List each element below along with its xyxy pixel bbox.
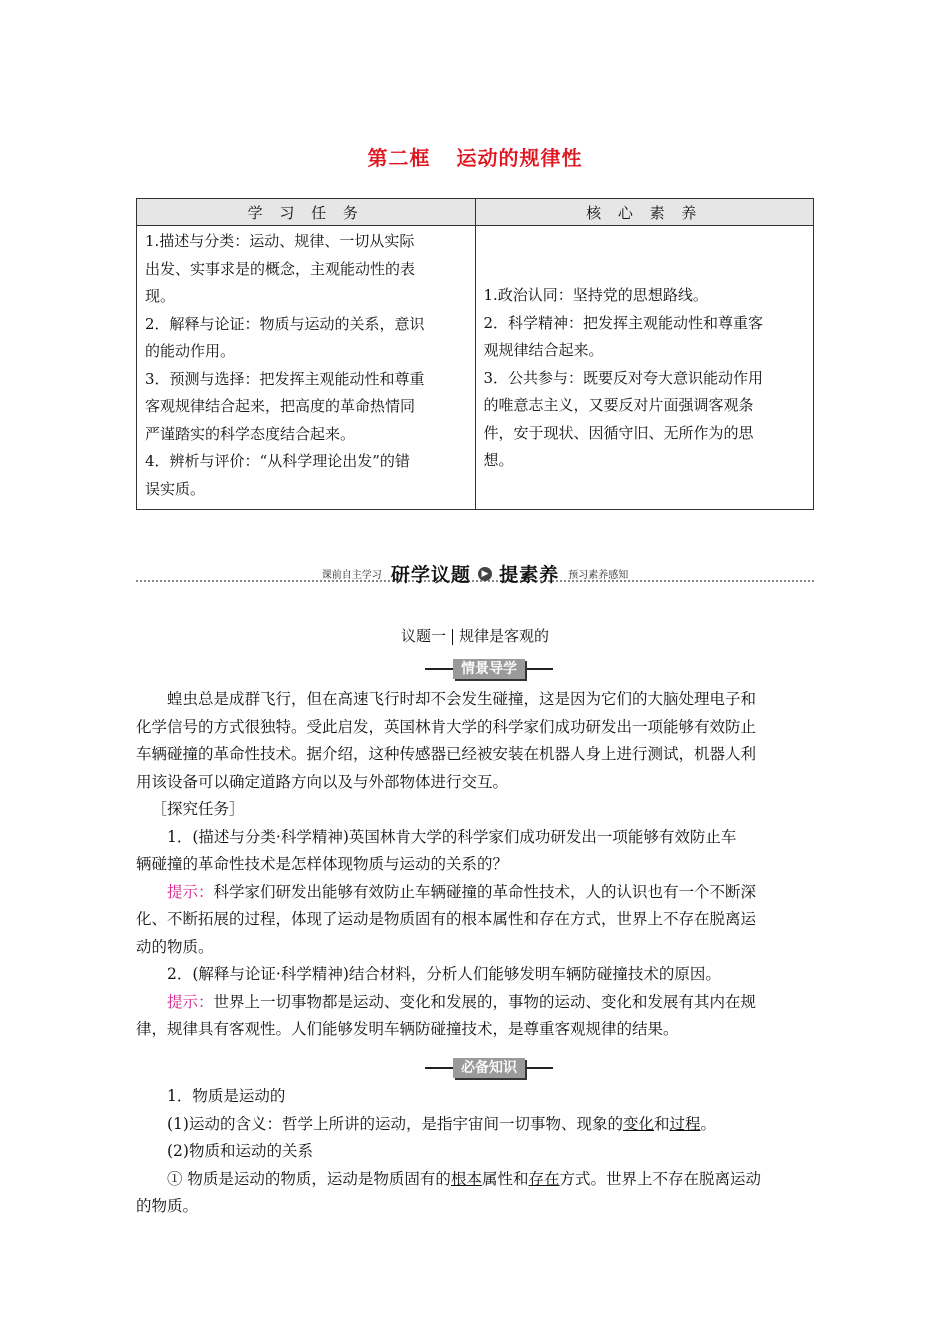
question-1-line: 1．(描述与分类·科学精神)英国林肯大学的科学家们成功研发出一项能够有效防止车 xyxy=(167,827,737,846)
section-tag-knowledge xyxy=(425,1058,553,1078)
scenario-line: 蝗虫总是成群飞行，但在高速飞行时却不会发生碰撞，这是因为它们的大脑处理电子和 xyxy=(167,690,757,708)
literacy-line: 件，安于现状、因循守旧、无所作为的思 xyxy=(483,423,754,442)
banner-left-caption: 课前自主学习 xyxy=(321,570,382,581)
answer-1-line: 动的物质。 xyxy=(136,937,214,956)
text-segment: 属性和 xyxy=(481,1169,529,1188)
answer-2 xyxy=(136,989,814,1017)
scenario-section xyxy=(136,686,814,1044)
blank-answer: 根本 xyxy=(450,1169,482,1188)
knowledge-point-1 xyxy=(136,1111,814,1139)
answer-2-line: 世界上一切事物都是运动、变化和发展的，事物的运动、变化和发展有其内在规 xyxy=(213,992,757,1011)
header-core-literacy: 核 心 素 养 xyxy=(475,199,814,226)
tag-label: 情景导学 xyxy=(453,659,525,679)
knowledge-point-2-1 xyxy=(136,1166,814,1194)
text-segment: (1)运动的含义：哲学上所讲的运动，是指宇宙间一切事物、现象的 xyxy=(167,1114,623,1133)
knowledge-point-2: (2)物质和运动的关系 xyxy=(167,1142,313,1160)
section-banner xyxy=(136,560,814,590)
hint-label: 提示： xyxy=(167,992,214,1011)
task-line: 1.描述与分类：运动、规律、一切从实际 xyxy=(145,232,415,250)
banner-title-1: 研学议题 xyxy=(390,564,471,586)
knowledge-heading: 1．物质是运动的 xyxy=(167,1087,286,1105)
literacy-line: 想。 xyxy=(483,451,514,470)
literacy-line: 1.政治认同：坚持党的思想路线。 xyxy=(483,286,708,305)
literacy-line: 3．公共参与：既要反对夸大意识能动作用 xyxy=(483,368,764,387)
task-line: 现。 xyxy=(145,287,176,305)
literacy-line: 2．科学精神：把发挥主观能动性和尊重客 xyxy=(483,313,764,332)
blank-answer: 存在 xyxy=(528,1169,560,1188)
text-segment: 。 xyxy=(700,1114,717,1133)
header-learning-tasks: 学 习 任 务 xyxy=(137,199,476,226)
title-part2: 运动的规律性 xyxy=(456,146,583,170)
task-line: 客观规律结合起来，把高度的革命热情同 xyxy=(145,397,416,415)
task-line: 出发、实事求是的概念，主观能动性的表 xyxy=(145,259,416,278)
banner-right-caption: 预习素养感知 xyxy=(568,570,629,581)
task-line: 2．解释与论证：物质与运动的关系，意识 xyxy=(145,314,425,333)
task-line: 严谨踏实的科学态度结合起来。 xyxy=(145,424,356,443)
title-part1: 第二框 xyxy=(367,146,431,170)
banner-title-2: 提素养 xyxy=(499,564,560,586)
topic-heading xyxy=(0,625,950,646)
task-line: 3．预测与选择：把发挥主观能动性和尊重 xyxy=(145,369,425,388)
task-heading: ［探究任务］ xyxy=(151,800,245,818)
section-tag-scenario xyxy=(425,659,553,679)
answer-1 xyxy=(136,879,814,907)
task-line: 的能动作用。 xyxy=(145,342,236,360)
learning-tasks-cell xyxy=(137,226,476,510)
blank-answer: 过程 xyxy=(669,1114,701,1133)
topic-label: 议题一 xyxy=(400,627,446,645)
question-1-line: 辆碰撞的革命性技术是怎样体现物质与运动的关系的？ xyxy=(136,855,509,873)
task-line: 4．辨析与评价：“从科学理论出发”的错 xyxy=(145,452,410,470)
answer-1-line: 化、不断拓展的过程，体现了运动是物质固有的根本属性和存在方式，世界上不存在脱离运 xyxy=(136,910,757,928)
text-segment: 和 xyxy=(653,1114,670,1133)
answer-2-line: 律，规律具有客观性。人们能够发明车辆防碰撞技术，是尊重客观规律的结果。 xyxy=(136,1020,679,1038)
task-line: 误实质。 xyxy=(145,479,206,498)
question-2: 2．(解释与论证·科学精神)结合材料，分析人们能够发明车辆防碰撞技术的原因。 xyxy=(167,965,721,983)
tag-label: 必备知识 xyxy=(453,1058,525,1078)
blank-answer: 变化 xyxy=(622,1114,654,1133)
scenario-line: 用该设备可以确定道路方向以及与外部物体进行交互。 xyxy=(136,772,509,791)
topic-text: 规律是客观的 xyxy=(459,627,550,645)
hint-label: 提示： xyxy=(167,882,214,901)
scenario-line: 化学信号的方式很独特。受此启发，英国林肯大学的科学家们成功研发出一项能够有效防止 xyxy=(136,717,757,736)
topic-separator xyxy=(452,629,453,645)
arrow-right-icon: ▶ xyxy=(478,567,492,581)
literacy-line: 观规律结合起来。 xyxy=(483,341,604,360)
learning-tasks-table xyxy=(136,198,814,510)
knowledge-section xyxy=(136,1083,814,1221)
answer-1-line: 科学家们研发出能够有效防止车辆碰撞的革命性技术，人的认识也有一个不断深 xyxy=(213,882,757,901)
text-segment: 方式。世界上不存在脱离运动 xyxy=(559,1169,761,1188)
text-segment: ① 物质是运动的物质，运动是物质固有的 xyxy=(167,1169,451,1188)
core-literacy-cell xyxy=(475,226,814,510)
scenario-line: 车辆碰撞的革命性技术。据介绍，这种传感器已经被安装在机器人身上进行测试，机器人利 xyxy=(136,745,757,763)
knowledge-point-2-1-cont: 的物质。 xyxy=(136,1197,199,1215)
literacy-line: 的唯意志主义，又要反对片面强调客观条 xyxy=(483,396,754,415)
page-title xyxy=(0,142,950,171)
